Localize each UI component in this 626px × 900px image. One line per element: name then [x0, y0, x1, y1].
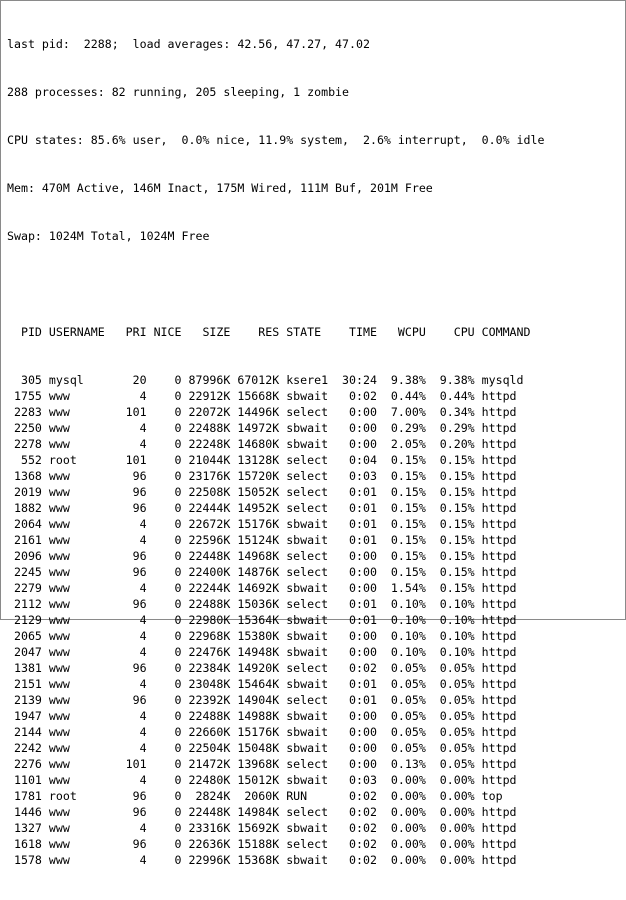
process-row: 2242 www 4 0 22504K 15048K sbwait 0:00 0.05% 0.05% httpd [7, 741, 517, 755]
process-table [7, 372, 625, 868]
process-row: 2112 www 96 0 22488K 15036K select 0:01 0.10% 0.10% httpd [7, 597, 517, 611]
process-row: 1446 www 96 0 22448K 14984K select 0:02 0.00% 0.00% httpd [7, 805, 517, 819]
process-row: 305 mysql 20 0 87996K 67012K ksere1 30:24 9.38% 9.38% mysqld [7, 373, 524, 387]
process-row: 552 root 101 0 21044K 13128K select 0:04 0.15% 0.15% httpd [7, 453, 517, 467]
process-row: 2096 www 96 0 22448K 14968K select 0:00 0.15% 0.15% httpd [7, 549, 517, 563]
summary-swap: Swap: 1024M Total, 1024M Free [7, 229, 210, 243]
process-row: 2144 www 4 0 22660K 15176K sbwait 0:00 0.05% 0.05% httpd [7, 725, 517, 739]
process-row: 2047 www 4 0 22476K 14948K sbwait 0:00 0.10% 0.10% httpd [7, 645, 517, 659]
process-row: 2279 www 4 0 22244K 14692K sbwait 0:00 1.54% 0.15% httpd [7, 581, 517, 595]
summary-processes: 288 processes: 82 running, 205 sleeping, 1 zombie [7, 85, 350, 99]
process-row: 1578 www 4 0 22996K 15368K sbwait 0:02 0.00% 0.00% httpd [7, 853, 517, 867]
process-row: 1381 www 96 0 22384K 14920K select 0:02 0.05% 0.05% httpd [7, 661, 517, 675]
top-output [1, 1, 625, 900]
blank-line [7, 276, 625, 292]
summary-last-pid-load: last pid: 2288; load averages: 42.56, 47.27, 47.02 [7, 37, 370, 51]
process-row: 1755 www 4 0 22912K 15668K sbwait 0:02 0.44% 0.44% httpd [7, 389, 517, 403]
process-row: 1618 www 96 0 22636K 15188K select 0:02 0.00% 0.00% httpd [7, 837, 517, 851]
process-row: 2245 www 96 0 22400K 14876K select 0:00 0.15% 0.15% httpd [7, 565, 517, 579]
process-row: 2283 www 101 0 22072K 14496K select 0:00 7.00% 0.34% httpd [7, 405, 517, 419]
process-row: 2129 www 4 0 22980K 15364K sbwait 0:01 0.10% 0.10% httpd [7, 613, 517, 627]
process-row: 2250 www 4 0 22488K 14972K sbwait 0:00 0.29% 0.29% httpd [7, 421, 517, 435]
process-row: 1368 www 96 0 23176K 15720K select 0:03 0.15% 0.15% httpd [7, 469, 517, 483]
process-row: 1781 root 96 0 2824K 2060K RUN 0:02 0.00% 0.00% top [7, 789, 503, 803]
process-row: 1882 www 96 0 22444K 14952K select 0:01 0.15% 0.15% httpd [7, 501, 517, 515]
process-row: 2278 www 4 0 22248K 14680K sbwait 0:00 2.05% 0.20% httpd [7, 437, 517, 451]
process-row: 1101 www 4 0 22480K 15012K sbwait 0:03 0.00% 0.00% httpd [7, 773, 517, 787]
process-row: 2065 www 4 0 22968K 15380K sbwait 0:00 0.10% 0.10% httpd [7, 629, 517, 643]
process-row: 1947 www 4 0 22488K 14988K sbwait 0:00 0.05% 0.05% httpd [7, 709, 517, 723]
process-row: 2151 www 4 0 23048K 15464K sbwait 0:01 0.05% 0.05% httpd [7, 677, 517, 691]
process-row: 1327 www 4 0 23316K 15692K sbwait 0:02 0.00% 0.00% httpd [7, 821, 517, 835]
summary-cpu-states: CPU states: 85.6% user, 0.0% nice, 11.9% system, 2.6% interrupt, 0.0% idle [7, 133, 545, 147]
process-row: 2019 www 96 0 22508K 15052K select 0:01 0.15% 0.15% httpd [7, 485, 517, 499]
process-row: 2276 www 101 0 21472K 13968K select 0:00 0.13% 0.05% httpd [7, 757, 517, 771]
process-row: 2139 www 96 0 22392K 14904K select 0:01 0.05% 0.05% httpd [7, 693, 517, 707]
process-table-header: PID USERNAME PRI NICE SIZE RES STATE TIME WCPU CPU COMMAND [7, 325, 531, 339]
summary-memory: Mem: 470M Active, 146M Inact, 175M Wired, 111M Buf, 201M Free [7, 181, 433, 195]
process-row: 2064 www 4 0 22672K 15176K sbwait 0:01 0.15% 0.15% httpd [7, 517, 517, 531]
process-row: 2161 www 4 0 22596K 15124K sbwait 0:01 0.15% 0.15% httpd [7, 533, 517, 547]
